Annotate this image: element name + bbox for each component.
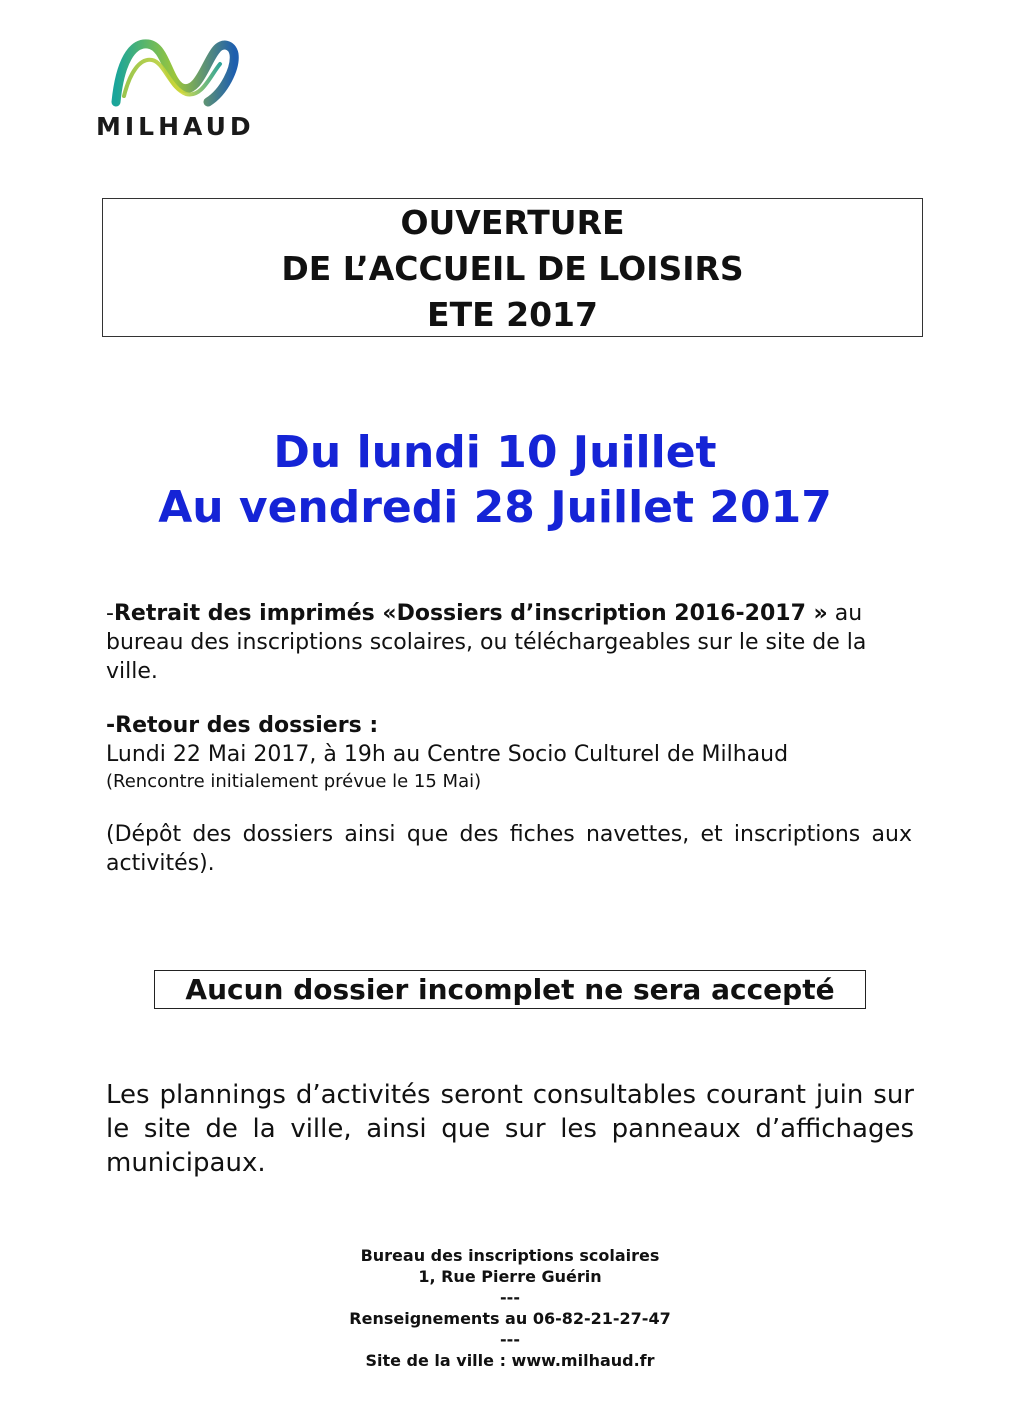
retrait-prefix: - — [106, 601, 114, 626]
retour-text: Lundi 22 Mai 2017, à 19h au Centre Socio Culturel de Milhaud — [106, 742, 789, 767]
date-end: Au vendredi 28 Juillet 2017 — [158, 482, 832, 533]
title-line-1: OUVERTURE — [400, 203, 625, 242]
depot-section — [106, 820, 912, 878]
date-range — [0, 425, 990, 535]
retrait-heading: Retrait des imprimés «Dossiers d’inscription 2016-2017 » — [113, 601, 828, 626]
milhaud-wave-logo-icon — [110, 32, 240, 112]
retour-heading: -Retour des dossiers : — [106, 713, 379, 738]
title-line-3: ETE 2017 — [427, 295, 598, 334]
footer-separator-1: --- — [500, 1288, 520, 1307]
logo-wordmark: MILHAUD — [96, 112, 255, 141]
footer-separator-2: --- — [500, 1330, 520, 1349]
title-line-2: DE L’ACCUEIL DE LOISIRS — [281, 249, 744, 288]
title-box — [102, 198, 923, 337]
date-start: Du lundi 10 Juillet — [273, 427, 717, 478]
retrait-section — [106, 599, 912, 686]
depot-text: (Dépôt des dossiers ainsi que des fiches navettes, et inscriptions aux activités). — [106, 822, 912, 876]
footer-office: Bureau des inscriptions scolaires — [360, 1246, 660, 1265]
footer-contact — [0, 1245, 1020, 1371]
retrait-text: au bureau des inscriptions scolaires, ou téléchargeables sur le site de la ville. — [106, 601, 867, 684]
milhaud-logo — [96, 32, 256, 142]
plannings-paragraph: Les plannings d’activités seront consultables courant juin sur le site de la ville, ainsi que sur les panneaux d’affichages municipaux. — [106, 1080, 914, 1178]
footer-phone: Renseignements au 06-82-21-27-47 — [349, 1309, 671, 1328]
footer-website: Site de la ville : www.milhaud.fr — [365, 1351, 655, 1370]
footer-address: 1, Rue Pierre Guérin — [418, 1267, 602, 1286]
retour-note: (Rencontre initialement prévue le 15 Mai) — [106, 771, 482, 792]
warning-box: Aucun dossier incomplet ne sera accepté — [154, 970, 866, 1009]
retour-section — [106, 711, 912, 795]
